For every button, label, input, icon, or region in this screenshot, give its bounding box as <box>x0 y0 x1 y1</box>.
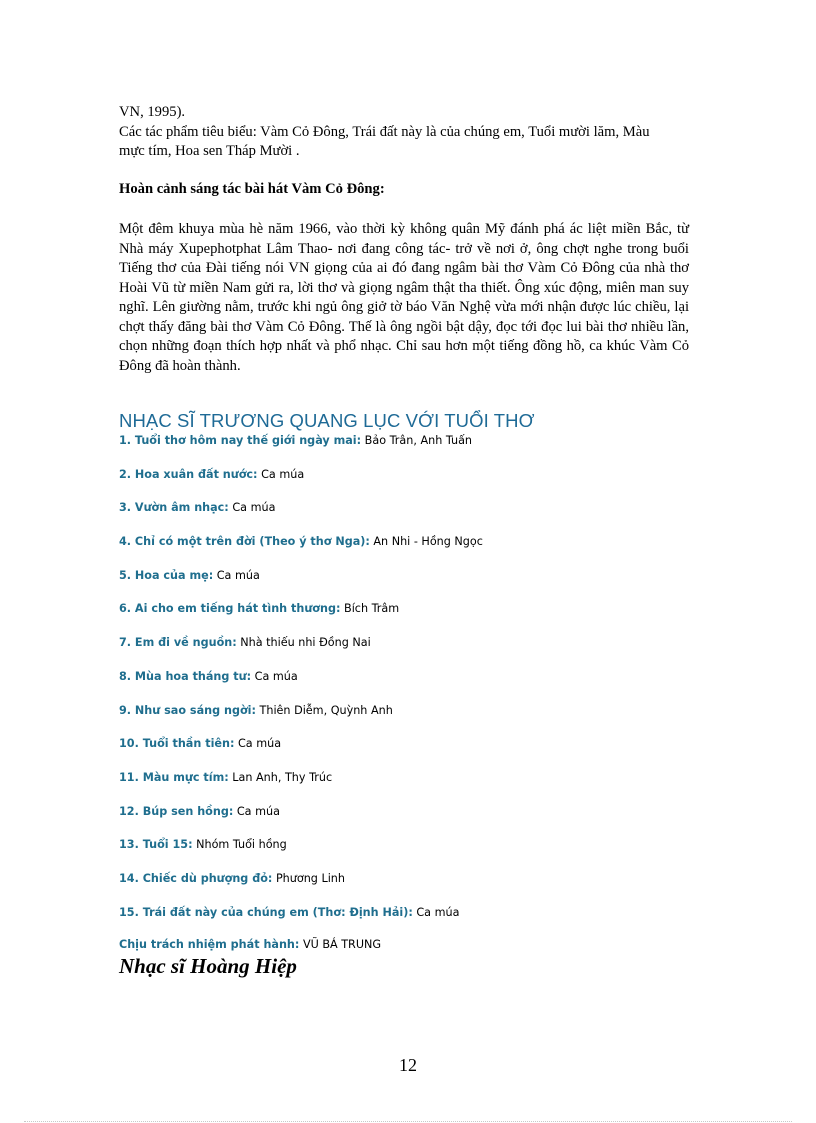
story-paragraph <box>119 220 689 376</box>
song-performer: An Nhi - Hồng Ngọc <box>373 535 483 549</box>
song-title: 4. Chỉ có một trên đời (Theo ý thơ Nga): <box>119 535 370 549</box>
song-title: 6. Ai cho em tiếng hát tình thương: <box>119 602 341 616</box>
song-title: 15. Trái đất này của chúng em (Thơ: Định Hải): <box>119 905 413 919</box>
song-item <box>119 499 483 533</box>
song-performer: Bích Trâm <box>344 602 400 616</box>
song-performer: Ca múa <box>216 568 260 582</box>
song-title: 10. Tuổi thần tiên: <box>119 737 235 751</box>
song-item <box>119 600 483 634</box>
intro-line: mực tím, Hoa sen Tháp Mười . <box>119 143 300 159</box>
page-number: 12 <box>399 1055 417 1075</box>
song-title: 7. Em đi về nguồn: <box>119 636 237 650</box>
song-performer: Ca múa <box>236 804 280 818</box>
song-title: 13. Tuổi 15: <box>119 838 193 852</box>
song-item <box>119 803 483 837</box>
song-performer: Phương Linh <box>275 871 345 885</box>
song-performer: Nhà thiếu nhi Đồng Nai <box>240 636 371 650</box>
song-item <box>119 769 483 803</box>
intro-line: Các tác phẩm tiêu biểu: Vàm Cỏ Đông, Trái đất này là của chúng em, Tuổi mười lăm, Màu <box>119 123 650 140</box>
song-performer: Bảo Trân, Anh Tuấn <box>364 434 473 447</box>
song-title: 14. Chiếc dù phượng đỏ: <box>119 871 273 885</box>
intro-line: VN, 1995). <box>119 104 186 120</box>
author-name: Nhạc sĩ Hoàng Hiệp <box>119 954 297 978</box>
song-item <box>119 533 483 567</box>
song-item <box>119 432 483 466</box>
publisher-label: Chịu trách nhiệm phát hành: <box>119 938 300 951</box>
song-title: 12. Búp sen hồng: <box>119 804 234 818</box>
song-item <box>119 466 483 500</box>
song-performer: Ca múa <box>261 467 305 481</box>
song-title: 2. Hoa xuân đất nước: <box>119 467 258 481</box>
song-item <box>119 668 483 702</box>
song-performer: Ca múa <box>232 501 276 515</box>
song-performer: Ca múa <box>416 905 460 919</box>
song-title: 5. Hoa của mẹ: <box>119 568 214 582</box>
publisher-credit <box>119 936 381 953</box>
song-item <box>119 702 483 736</box>
song-list <box>119 432 483 937</box>
song-item <box>119 567 483 601</box>
song-title: 1. Tuổi thơ hôm nay thế giới ngày mai: <box>119 434 362 447</box>
song-title: 9. Như sao sáng ngời: <box>119 703 256 717</box>
song-title: 3. Vườn âm nhạc: <box>119 501 229 515</box>
song-item <box>119 870 483 904</box>
song-performer: Lan Anh, Thy Trúc <box>232 770 333 784</box>
song-performer: Ca múa <box>238 737 282 751</box>
section-title: NHẠC SĨ TRƯƠNG QUANG LỤC VỚI TUỔI THƠ <box>119 410 535 431</box>
song-performer: Ca múa <box>254 669 298 683</box>
song-performer: Thiên Diễm, Quỳnh Anh <box>259 703 393 717</box>
song-item <box>119 836 483 870</box>
song-item <box>119 735 483 769</box>
song-item <box>119 634 483 668</box>
publisher-name: VŨ BÁ TRUNG <box>302 938 382 951</box>
intro-paragraph <box>119 103 689 162</box>
page-bottom-divider <box>24 1121 792 1122</box>
song-title: 8. Mùa hoa tháng tư: <box>119 669 252 683</box>
song-item <box>119 904 483 938</box>
song-performer: Nhóm Tuổi hồng <box>196 838 287 852</box>
story-text: Một đêm khuya mùa hè năm 1966, vào thời kỳ không quân Mỹ đánh phá ác liệt miền Bắc, từ Nhà máy Xupephotphat Lâm Thao- nơi đang công tác- trở về nơi ở, ông chợt nghe trong buổi Tiếng thơ của Đài tiếng nói VN giọng của ai đó đang ngâm bài thơ Vàm Cỏ Đông của nhà thơ Hoài Vũ từ miền Nam gửi ra, lời thơ và giọng ngâm thật tha thiết. Ông xúc động, miên man suy nghĩ. Lên giường nằm, trước khi ngủ ông giở tờ báo Văn Nghệ vừa mới nhận được lúc chiều, lại chợt thấy đăng bài thơ Vàm Cỏ Đông. Thế là ông ngồi bật dậy, đọc tới đọc lui bài thơ nhiều lần, chọn những đoạn thích hợp nhất và phổ nhạc. Chỉ sau hơn một tiếng đồng hồ, ca khúc Vàm Cỏ Đông đã hoàn thành. <box>119 221 689 374</box>
section-heading: Hoàn cảnh sáng tác bài hát Vàm Cỏ Đông: <box>119 181 385 197</box>
song-title: 11. Màu mực tím: <box>119 770 229 784</box>
